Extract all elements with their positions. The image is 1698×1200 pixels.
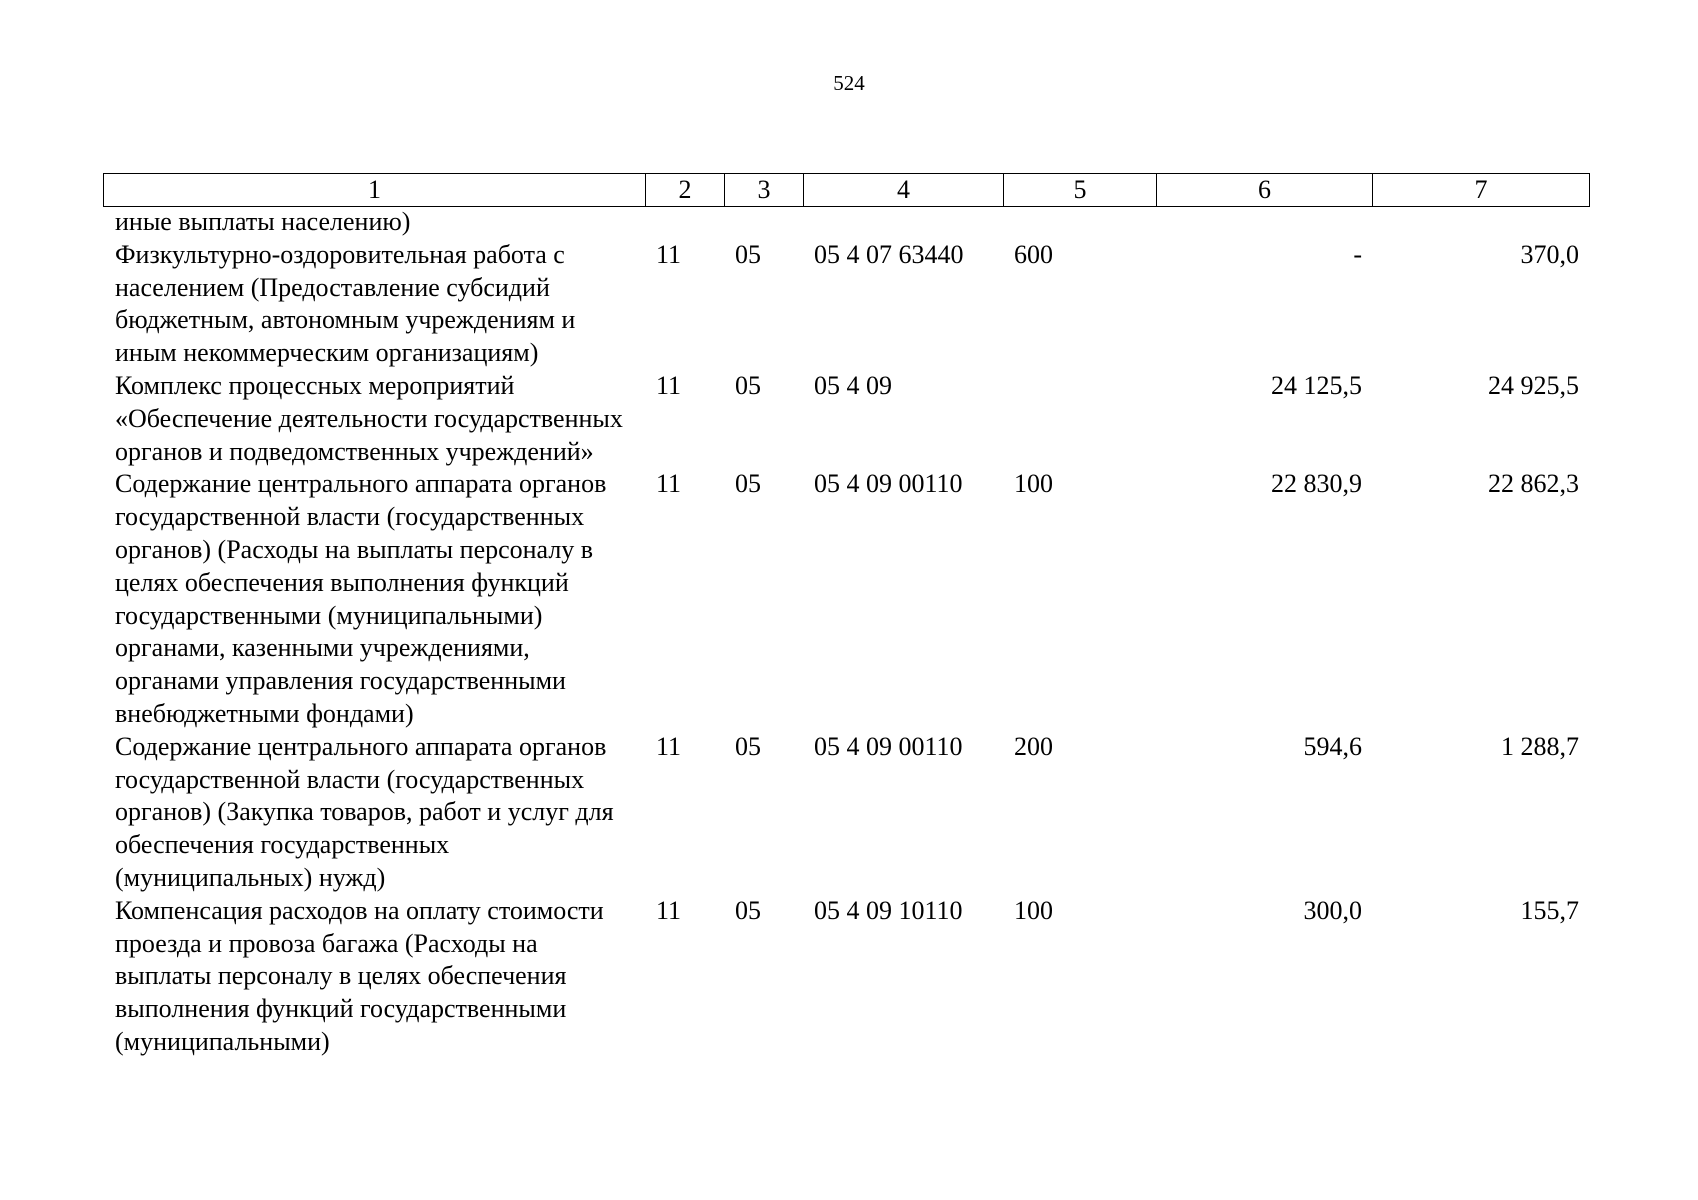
budget-table-body xyxy=(103,206,1589,1059)
column-header-2: 2 xyxy=(646,174,725,207)
table-row xyxy=(103,239,1589,370)
row-amount-col6: 22 830,9 xyxy=(1271,469,1362,499)
row-subsection-code xyxy=(724,206,803,239)
row-target-article: 05 4 09 00110 xyxy=(814,731,963,761)
row-description: Физкультурно-оздоровительная работа с населением (Предоставление субсидий бюджетным, автономным учреждениям и иным некоммерческим организациям) xyxy=(115,239,576,368)
column-number-row xyxy=(104,174,1590,207)
page-number: 524 xyxy=(833,71,865,95)
row-amount-col6: - xyxy=(1353,239,1362,269)
column-header-3: 3 xyxy=(725,174,804,207)
row-amount-col7: 24 925,5 xyxy=(1488,370,1579,400)
row-section-code: 11 xyxy=(656,895,682,925)
row-amount-col7: 370,0 xyxy=(1520,239,1579,269)
row-description: Содержание центрального аппарата органов государственной власти (государственных органов) (Закупка товаров, работ и услуг для обеспечения государственных (муниципальных) нужд) xyxy=(115,731,614,892)
table-row xyxy=(103,370,1589,468)
row-expense-type: 200 xyxy=(1014,731,1053,761)
row-expense-type xyxy=(1003,206,1156,239)
row-section-code: 11 xyxy=(656,239,682,269)
row-description: Компенсация расходов на оплату стоимости проезда и провоза багажа (Расходы на выплаты персоналу в целях обеспечения выполнения функций государственными (муниципальными) xyxy=(115,895,604,1056)
row-amount-col6: 300,0 xyxy=(1303,895,1362,925)
column-header-6: 6 xyxy=(1157,174,1373,207)
row-amount-col7: 1 288,7 xyxy=(1501,731,1579,761)
row-expense-type: 100 xyxy=(1014,895,1053,925)
row-expense-type xyxy=(1003,370,1156,468)
table-row xyxy=(103,468,1589,730)
row-target-article: 05 4 09 10110 xyxy=(814,895,963,925)
row-target-article: 05 4 07 63440 xyxy=(814,239,964,269)
row-amount-col6 xyxy=(1156,206,1372,239)
table-row xyxy=(103,731,1589,895)
row-expense-type: 600 xyxy=(1014,239,1053,269)
row-amount-col7 xyxy=(1372,206,1589,239)
row-subsection-code: 05 xyxy=(735,731,761,761)
row-description: Содержание центрального аппарата органов государственной власти (государственных органов) (Расходы на выплаты персоналу в целях обеспечения выполнения функций государственными (муниципальными) органами, казенными учреждениями, органами управления государственными внебюджетными фондами) xyxy=(115,469,607,728)
row-description: Комплекс процессных мероприятий «Обеспечение деятельности государственных органов и подведомственных учреждений» xyxy=(115,370,623,466)
table-header xyxy=(103,173,1590,207)
row-target-article: 05 4 09 00110 xyxy=(814,469,963,499)
column-header-5: 5 xyxy=(1004,174,1157,207)
row-amount-col7: 22 862,3 xyxy=(1488,469,1579,499)
row-section-code: 11 xyxy=(656,469,682,499)
row-section-code xyxy=(645,206,724,239)
row-subsection-code: 05 xyxy=(735,469,761,499)
row-expense-type: 100 xyxy=(1014,469,1053,499)
row-subsection-code: 05 xyxy=(735,895,761,925)
column-header-4: 4 xyxy=(804,174,1004,207)
column-header-1: 1 xyxy=(104,174,646,207)
row-target-article xyxy=(803,206,1003,239)
row-description: иные выплаты населению) xyxy=(115,207,411,236)
row-subsection-code: 05 xyxy=(735,239,761,269)
row-amount-col7: 155,7 xyxy=(1520,895,1579,925)
row-target-article: 05 4 09 xyxy=(814,370,892,400)
table-row xyxy=(103,206,1589,239)
table-row xyxy=(103,895,1589,1059)
row-amount-col6: 594,6 xyxy=(1303,731,1362,761)
row-amount-col6: 24 125,5 xyxy=(1271,370,1362,400)
column-header-7: 7 xyxy=(1373,174,1590,207)
row-subsection-code: 05 xyxy=(735,370,761,400)
row-section-code: 11 xyxy=(656,731,682,761)
row-section-code: 11 xyxy=(656,370,682,400)
